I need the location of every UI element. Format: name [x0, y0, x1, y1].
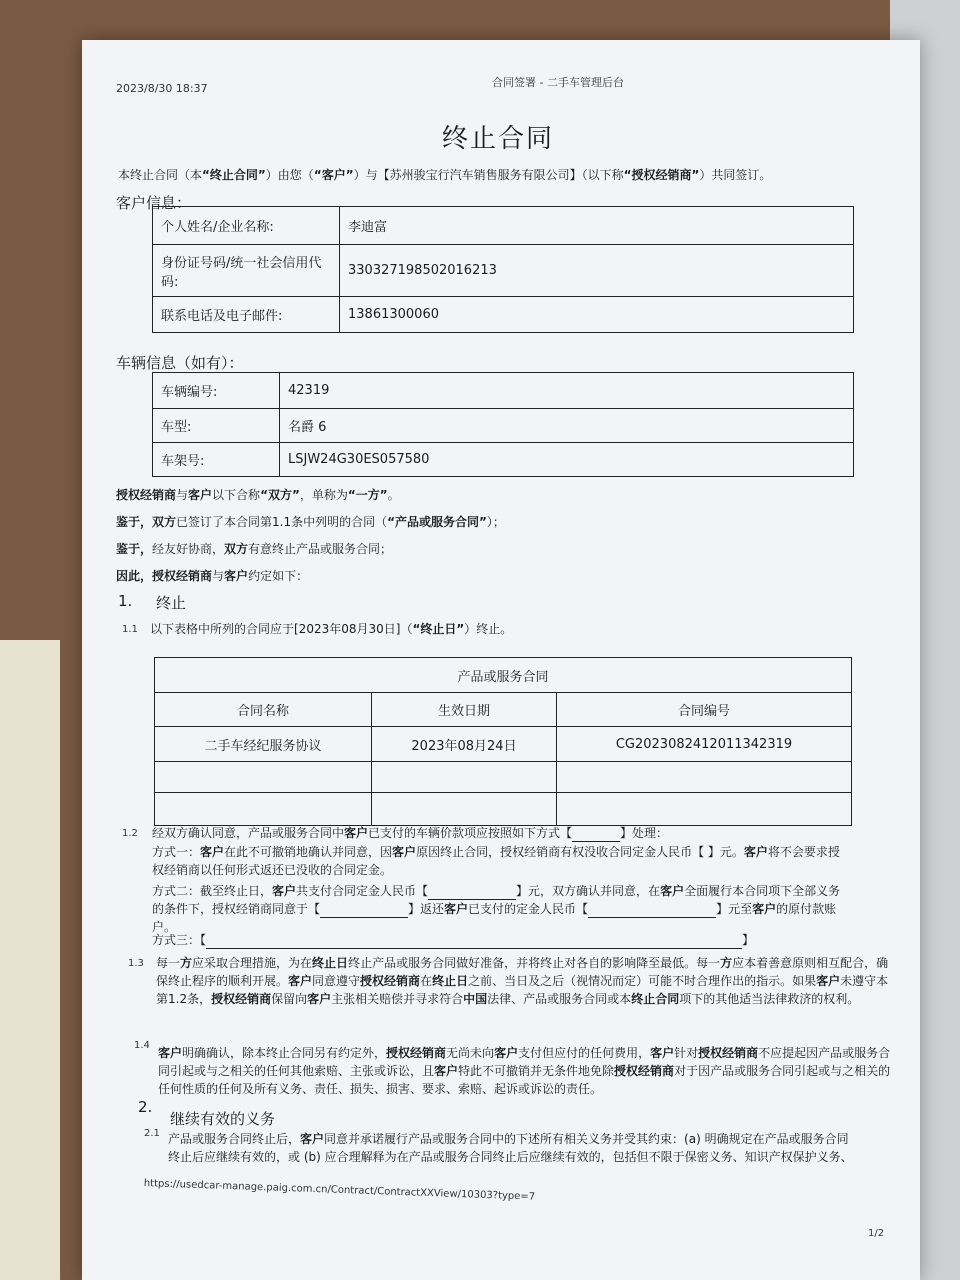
clause-term: 客户 [300, 1132, 325, 1146]
clause-text: 引起或与之相关的任何性质的任何及所有义务、责任、损失、损害、要求、索赔、起诉或诉讼的责任。 [158, 1064, 891, 1096]
clause-1-2-number: 1.2 [122, 828, 138, 839]
clause-term: 客户 [444, 902, 469, 916]
clause-term: 客户 [434, 1064, 459, 1078]
print-page-title: 合同签署 - 二手车管理后台 [492, 76, 624, 89]
print-datetime: 2023/8/30 18:37 [116, 82, 208, 95]
intro-text: ）由您（ [265, 168, 314, 182]
section-2-number: 2. [138, 1098, 153, 1116]
column-header: 合同编号 [557, 693, 852, 727]
clause-text: 在此不可撤销地确认并同意，因 [224, 845, 393, 859]
clause-text: 不应提起因产品 [758, 1046, 843, 1060]
recital-term: 授权经销商 [116, 488, 177, 502]
clause-1-3-number: 1.3 [128, 958, 144, 969]
contract-number: CG2023082412011342319 [557, 727, 852, 762]
background-left [0, 640, 60, 1280]
intro-text: ）共同签订。 [699, 168, 772, 182]
customer-heading: 客户信息： [116, 194, 192, 212]
table-row [153, 297, 854, 333]
recital-2 [116, 513, 505, 531]
clause-text: 的条件下，授权经销商同意于【 [152, 902, 321, 916]
clause-text: 配合，确保终止程序的顺利开展。 [156, 956, 889, 988]
clause-text: 项下的其他 [679, 992, 740, 1006]
footer-url: https://usedcar-manage.paig.com.cn/Contract/ContractXXView/10303?type=7 [143, 1178, 536, 1203]
clause-text: 或服务合同引起或与之相关的任何其他索赔、主张或诉讼，且 [158, 1046, 891, 1078]
clause-text: 同意遵守 [312, 974, 361, 988]
clause-text: 方式一： [152, 845, 201, 859]
vehicle-label: 车型: [153, 409, 280, 443]
clause-term: 客户 [494, 1046, 519, 1060]
vehicle-label: 车架号: [153, 443, 280, 477]
vehicle-value: 42319 [280, 373, 854, 409]
recital-term: “双方” [260, 488, 300, 502]
clause-1-2-line [152, 824, 668, 842]
recital-term: 授权经销商 [152, 569, 213, 583]
recital-text: 与 [176, 488, 189, 502]
recital-term: 客户 [224, 569, 249, 583]
clause-text: 无尚未向 [446, 1046, 495, 1060]
section-2-title: 继续有效的义务 [170, 1110, 276, 1128]
contract-name [155, 793, 372, 826]
clause-text: 未遵守本第1.2条， [156, 974, 889, 1006]
clause-term: 方 [720, 956, 733, 970]
contracts-caption: 产品或服务合同 [155, 658, 852, 693]
recital-term: 双方 [152, 515, 177, 529]
recital-term: 鉴于， [116, 542, 153, 556]
clause-term: 客户 [200, 845, 225, 859]
footer-page-number: 1/2 [868, 1228, 885, 1239]
clause-text: 户。 [152, 920, 177, 934]
recital-term: 因此， [116, 569, 153, 583]
table-row [153, 373, 854, 409]
clause-text: 明确确认，除本终止合同另有约定外， [182, 1046, 387, 1060]
customer-value: 李迪富 [340, 207, 854, 245]
clause-text: 支付但应付的任何费用， [518, 1046, 651, 1060]
clause-text: 适当法律救济的权利。 [739, 992, 860, 1006]
section-1-number: 1. [118, 592, 133, 610]
clause-term: 客户 [743, 845, 768, 859]
clause-text: 终止后应继续有效的，或 (b) 应合理解释为在产品或服务合同终止后应继续有效的，包括但不限于保密义务、知识产权保护义务、 [168, 1150, 853, 1164]
vehicle-value: LSJW24G30ES057580 [280, 443, 854, 477]
clause-text: 每一 [156, 956, 181, 970]
customer-label: 身份证号码/统一社会信用代码: [153, 245, 340, 297]
vehicle-heading: 车辆信息（如有）： [116, 354, 244, 372]
vehicle-label: 车辆编号: [153, 373, 280, 409]
clause-term: 客户 [344, 826, 369, 840]
clause-2-1 [168, 1130, 898, 1166]
clause-1-4 [158, 1044, 898, 1098]
clause-text: 】元至 [716, 902, 753, 916]
customer-table [152, 206, 854, 333]
contracts-table [154, 657, 852, 826]
clause-term: 客户 [816, 974, 841, 988]
recital-text: 。 [387, 488, 400, 502]
clause-term: “终止日” [412, 622, 465, 636]
recital-text: 经友好协商， [152, 542, 225, 556]
blank-field [206, 936, 742, 949]
recital-3 [116, 540, 392, 558]
recital-text: 以下合称 [212, 488, 261, 502]
contract-date: 2023年08月24日 [372, 727, 557, 762]
recital-term: 双方 [224, 542, 249, 556]
clause-text: ）终止。 [464, 622, 513, 636]
intro-paragraph [118, 166, 771, 184]
clause-text: 全面履行本合同项下全部义务 [684, 884, 841, 898]
clause-1-1 [150, 620, 512, 638]
contract-number [557, 762, 852, 793]
document-page [82, 40, 920, 1280]
clause-text: 特此不可撤销并无条件地免除 [458, 1064, 615, 1078]
clause-text: 原因终止合同，授权经销商有权没收合同定金人民币【 】元。 [416, 845, 744, 859]
table-row [153, 245, 854, 297]
customer-label: 个人姓名/企业名称: [153, 207, 340, 245]
clause-text: 方式二：截至终止日， [152, 884, 273, 898]
table-header-row [155, 693, 852, 727]
table-row [153, 207, 854, 245]
customer-value: 330327198502016213 [340, 245, 854, 297]
intro-term: “授权经销商” [623, 168, 700, 182]
clause-text: 将不会要求授 [767, 845, 840, 859]
clause-term: 授权经销商 [614, 1064, 675, 1078]
contract-date [372, 762, 557, 793]
table-row [155, 793, 852, 826]
clause-term: 客户 [660, 884, 685, 898]
clause-text: 共支付合同定金人民币【 [296, 884, 429, 898]
clause-text: 】元，双方确认并同意，在 [516, 884, 661, 898]
recital-term: “一方” [347, 488, 388, 502]
customer-value: 13861300060 [340, 297, 854, 333]
intro-term: “客户” [313, 168, 354, 182]
table-row [153, 443, 854, 477]
clause-1-3 [156, 954, 896, 1008]
section-1-title: 终止 [156, 594, 187, 612]
clause-text: 已支付的定金人民币【 [468, 902, 589, 916]
clause-text: 终止产品或服务合同做好准备，并将终止对各自的影响降至最低。每一 [348, 956, 721, 970]
table-row [155, 762, 852, 793]
clause-text: 】返还 [408, 902, 445, 916]
clause-term: 客户 [158, 1046, 183, 1060]
clause-term: 授权经销商 [698, 1046, 759, 1060]
clause-1-4-number: 1.4 [134, 1040, 150, 1051]
clause-text: 针对 [674, 1046, 699, 1060]
method-3 [152, 931, 754, 949]
clause-term: 客户 [307, 992, 332, 1006]
clause-text: 已支付的车辆价款项应按照如下方式【 [368, 826, 573, 840]
clause-text: 方式三：【 [152, 933, 207, 947]
clause-text: 的原付款账 [776, 902, 837, 916]
clause-term: 终止日 [312, 956, 349, 970]
intro-text: 本终止合同（本 [118, 168, 203, 182]
contract-number [557, 793, 852, 826]
blank-field [588, 905, 716, 918]
recital-text: ，单称为 [299, 488, 348, 502]
customer-label: 联系电话及电子邮件: [153, 297, 340, 333]
recital-text: ）； [486, 515, 505, 529]
contract-name [155, 762, 372, 793]
clause-term: 中国 [463, 992, 488, 1006]
clause-text: 应本着善意原则相互 [732, 956, 841, 970]
column-header: 合同名称 [155, 693, 372, 727]
clause-text: 同意并承诺履行产品或服务合同中的下述所有相关义务并受其约束：(a) 明确规定在产品或服务合同 [324, 1132, 849, 1146]
table-row [155, 658, 852, 693]
clause-term: 客户 [752, 902, 777, 916]
vehicle-table [152, 372, 854, 477]
clause-text: 权经销商以任何形式返还已没收的合同定金。 [152, 863, 393, 877]
clause-text: 之前、当日及之后（视情况而定）可能不时合理作出的指示。 [468, 974, 793, 988]
clause-term: 方 [180, 956, 193, 970]
clause-text: 经双方确认同意，产品或服务合同中 [152, 826, 345, 840]
clause-text: 保留向 [271, 992, 308, 1006]
recital-term: 鉴于， [116, 515, 153, 529]
table-row [153, 409, 854, 443]
recital-text: 与 [212, 569, 225, 583]
clause-term: 客户 [392, 845, 417, 859]
clause-text: 在 [420, 974, 433, 988]
document-title: 终止合同 [442, 124, 555, 154]
recital-term: 客户 [188, 488, 213, 502]
blank-field [572, 829, 620, 842]
blank-field [428, 887, 516, 900]
contract-date [372, 793, 557, 826]
clause-term: 客户 [650, 1046, 675, 1060]
clause-term: 终止日 [432, 974, 469, 988]
clause-text: 】处理： [620, 826, 669, 840]
clause-text: 产品或服务合同终止后， [168, 1132, 301, 1146]
contract-name: 二手车经纪服务协议 [155, 727, 372, 762]
clause-text: 对于因产品或服务合同 [674, 1064, 795, 1078]
column-header: 生效日期 [372, 693, 557, 727]
clause-text: 法律、产品或服务合同或本 [487, 992, 632, 1006]
clause-text: 】 [742, 933, 755, 947]
method-1 [152, 843, 892, 879]
intro-text: ）与【苏州骏宝行汽车销售服务有限公司】（以下称 [353, 168, 624, 182]
recital-term: “产品或服务合同” [387, 515, 487, 529]
intro-term: “终止合同” [202, 168, 266, 182]
recital-text: 有意终止产品或服务合同； [248, 542, 393, 556]
clause-1-1-number: 1.1 [122, 624, 138, 635]
method-2 [152, 882, 892, 936]
clause-term: 客户 [288, 974, 313, 988]
clause-term: 终止合同 [631, 992, 680, 1006]
clause-text: 应采取合理措施，为在 [192, 956, 313, 970]
recital-text: 已签订了本合同第1.1条中列明的合同（ [176, 515, 388, 529]
recital-text: 约定如下： [248, 569, 309, 583]
recital-1 [116, 486, 400, 504]
clause-term: 授权经销商 [386, 1046, 447, 1060]
vehicle-value: 名爵 6 [280, 409, 854, 443]
blank-field [320, 905, 408, 918]
clause-term: 客户 [272, 884, 297, 898]
clause-2-1-number: 2.1 [144, 1128, 160, 1139]
clause-text: 以下表格中所列的合同应于[2023年08月30日]（ [150, 622, 413, 636]
recital-4 [116, 567, 308, 585]
clause-term: 授权经销商 [360, 974, 421, 988]
table-row [155, 727, 852, 762]
clause-term: 授权经销商 [211, 992, 272, 1006]
clause-text: 主张相关赔偿并寻求符合 [331, 992, 464, 1006]
clause-text: 如果 [792, 974, 817, 988]
